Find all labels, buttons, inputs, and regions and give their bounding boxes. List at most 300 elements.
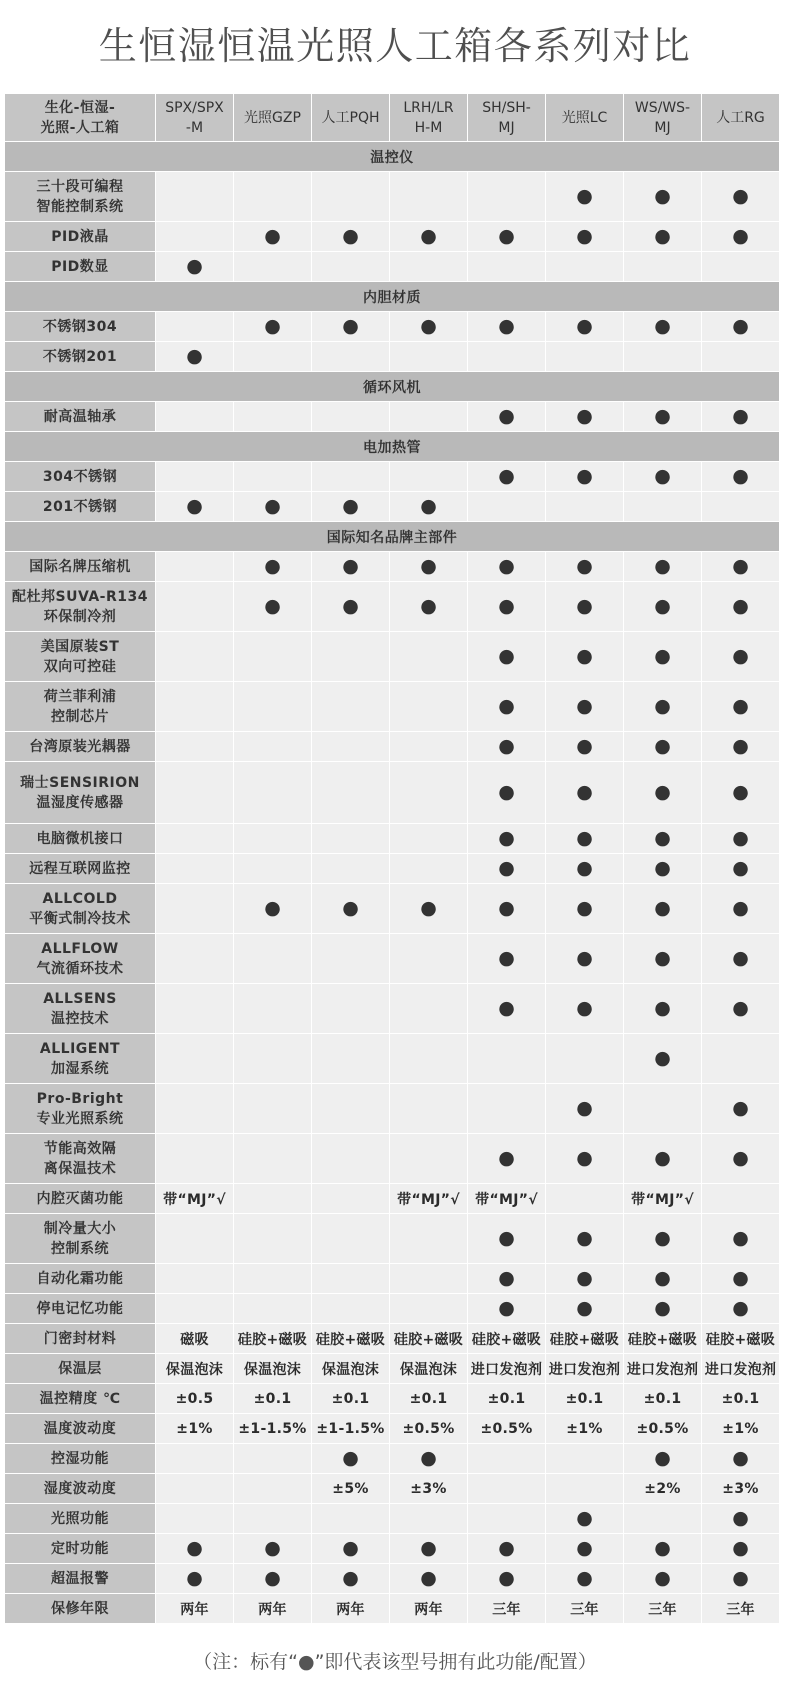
empty-cell xyxy=(390,762,468,824)
empty-cell xyxy=(468,1034,546,1084)
feature-dot: ● xyxy=(624,312,702,342)
row-label: 保温层 xyxy=(5,1354,156,1384)
table-cell: ±0.1 xyxy=(312,1384,390,1414)
feature-dot: ● xyxy=(546,632,624,682)
row-label: 配杜邦SUVA-R134 环保制冷剂 xyxy=(5,582,156,632)
empty-cell xyxy=(546,1034,624,1084)
empty-cell xyxy=(312,462,390,492)
feature-dot: ● xyxy=(468,854,546,884)
empty-cell xyxy=(156,222,234,252)
table-row xyxy=(5,1414,780,1444)
empty-cell xyxy=(312,1034,390,1084)
feature-dot: ● xyxy=(546,884,624,934)
table-row xyxy=(5,934,780,984)
empty-cell xyxy=(234,1444,312,1474)
table-row xyxy=(5,1214,780,1264)
feature-dot: ● xyxy=(468,884,546,934)
table-row xyxy=(5,582,780,632)
column-header-gzp: 光照GZP xyxy=(234,94,312,142)
feature-dot: ● xyxy=(546,222,624,252)
feature-dot: ● xyxy=(468,402,546,432)
empty-cell xyxy=(156,824,234,854)
table-row xyxy=(5,1034,780,1084)
feature-dot: ● xyxy=(546,1134,624,1184)
empty-cell xyxy=(312,402,390,432)
feature-dot: ● xyxy=(390,222,468,252)
table-row xyxy=(5,1594,780,1624)
empty-cell xyxy=(156,1474,234,1504)
feature-dot: ● xyxy=(234,884,312,934)
table-row xyxy=(5,342,780,372)
table-cell: 硅胶+磁吸 xyxy=(312,1324,390,1354)
feature-dot: ● xyxy=(546,984,624,1034)
row-label: 瑞士SENSIRION 温湿度传感器 xyxy=(5,762,156,824)
empty-cell xyxy=(234,1504,312,1534)
empty-cell xyxy=(390,1084,468,1134)
table-row xyxy=(5,884,780,934)
empty-cell xyxy=(312,1504,390,1534)
table-row xyxy=(5,682,780,732)
empty-cell xyxy=(390,632,468,682)
feature-dot: ● xyxy=(624,1134,702,1184)
feature-dot: ● xyxy=(702,462,780,492)
empty-cell xyxy=(390,252,468,282)
empty-cell xyxy=(234,462,312,492)
table-cell: 硅胶+磁吸 xyxy=(624,1324,702,1354)
feature-dot: ● xyxy=(702,402,780,432)
table-row xyxy=(5,1474,780,1504)
feature-dot: ● xyxy=(702,172,780,222)
empty-cell xyxy=(156,1504,234,1534)
feature-dot: ● xyxy=(390,552,468,582)
section-header: 循环风机 xyxy=(5,372,780,402)
empty-cell xyxy=(156,1214,234,1264)
feature-dot: ● xyxy=(702,1084,780,1134)
column-header-sh: SH/SH- MJ xyxy=(468,94,546,142)
empty-cell xyxy=(234,632,312,682)
feature-dot: ● xyxy=(468,222,546,252)
feature-dot: ● xyxy=(624,732,702,762)
empty-cell xyxy=(234,252,312,282)
empty-cell xyxy=(312,1084,390,1134)
table-cell: 进口发泡剂 xyxy=(702,1354,780,1384)
table-cell: ±0.1 xyxy=(624,1384,702,1414)
feature-dot: ● xyxy=(546,552,624,582)
empty-cell xyxy=(156,682,234,732)
row-label: ALLFLOW 气流循环技术 xyxy=(5,934,156,984)
empty-cell xyxy=(312,1134,390,1184)
empty-cell xyxy=(234,402,312,432)
table-row xyxy=(5,762,780,824)
table-cell: 三年 xyxy=(624,1594,702,1624)
empty-cell xyxy=(468,252,546,282)
feature-dot: ● xyxy=(312,1534,390,1564)
feature-dot: ● xyxy=(468,632,546,682)
row-label: 超温报警 xyxy=(5,1564,156,1594)
table-row xyxy=(5,1084,780,1134)
table-row xyxy=(5,1534,780,1564)
table-cell: 两年 xyxy=(390,1594,468,1624)
table-cell: 带“MJ”√ xyxy=(624,1184,702,1214)
feature-dot: ● xyxy=(234,1564,312,1594)
feature-dot: ● xyxy=(702,884,780,934)
empty-cell xyxy=(390,172,468,222)
empty-cell xyxy=(624,342,702,372)
empty-cell xyxy=(312,854,390,884)
row-label: 电脑微机接口 xyxy=(5,824,156,854)
empty-cell xyxy=(156,854,234,884)
column-header-lrh: LRH/LR H-M xyxy=(390,94,468,142)
feature-dot: ● xyxy=(702,632,780,682)
table-cell: 两年 xyxy=(312,1594,390,1624)
empty-cell xyxy=(546,252,624,282)
row-label: 自动化霜功能 xyxy=(5,1264,156,1294)
table-row xyxy=(5,984,780,1034)
row-label: ALLIGENT 加湿系统 xyxy=(5,1034,156,1084)
feature-dot: ● xyxy=(468,1534,546,1564)
row-label: Pro-Bright 专业光照系统 xyxy=(5,1084,156,1134)
row-label: 台湾原装光耦器 xyxy=(5,732,156,762)
feature-dot: ● xyxy=(468,934,546,984)
empty-cell xyxy=(234,342,312,372)
feature-dot: ● xyxy=(702,1264,780,1294)
table-row xyxy=(5,312,780,342)
empty-cell xyxy=(390,824,468,854)
feature-dot: ● xyxy=(468,582,546,632)
empty-cell xyxy=(312,1184,390,1214)
feature-dot: ● xyxy=(234,312,312,342)
feature-dot: ● xyxy=(156,1564,234,1594)
empty-cell xyxy=(390,462,468,492)
section-header: 国际知名品牌主部件 xyxy=(5,522,780,552)
table-cell: 硅胶+磁吸 xyxy=(546,1324,624,1354)
feature-dot: ● xyxy=(624,854,702,884)
empty-cell xyxy=(468,1504,546,1534)
table-row xyxy=(5,824,780,854)
table-row xyxy=(5,492,780,522)
empty-cell xyxy=(234,1084,312,1134)
feature-dot: ● xyxy=(234,1534,312,1564)
empty-cell xyxy=(156,1134,234,1184)
feature-dot: ● xyxy=(546,1504,624,1534)
empty-cell xyxy=(156,1444,234,1474)
feature-dot: ● xyxy=(390,492,468,522)
table-row xyxy=(5,1324,780,1354)
feature-dot: ● xyxy=(468,762,546,824)
table-cell: 三年 xyxy=(468,1594,546,1624)
row-label: 304不锈钢 xyxy=(5,462,156,492)
empty-cell xyxy=(546,1184,624,1214)
empty-cell xyxy=(234,682,312,732)
empty-cell xyxy=(234,824,312,854)
row-label: ALLCOLD 平衡式制冷技术 xyxy=(5,884,156,934)
feature-dot: ● xyxy=(312,582,390,632)
empty-cell xyxy=(156,1084,234,1134)
feature-dot: ● xyxy=(702,1504,780,1534)
table-cell: ±3% xyxy=(390,1474,468,1504)
empty-cell xyxy=(234,1034,312,1084)
table-row xyxy=(5,252,780,282)
empty-cell xyxy=(312,984,390,1034)
table-row xyxy=(5,1134,780,1184)
table-row xyxy=(5,1444,780,1474)
row-label: 国际名牌压缩机 xyxy=(5,552,156,582)
feature-dot: ● xyxy=(312,222,390,252)
table-cell: ±0.1 xyxy=(702,1384,780,1414)
empty-cell xyxy=(156,312,234,342)
table-row xyxy=(5,1564,780,1594)
feature-dot: ● xyxy=(702,732,780,762)
feature-dot: ● xyxy=(234,582,312,632)
row-label: 远程互联网监控 xyxy=(5,854,156,884)
empty-cell xyxy=(234,1184,312,1214)
table-cell: 两年 xyxy=(234,1594,312,1624)
section-row xyxy=(5,282,780,312)
feature-dot: ● xyxy=(624,1294,702,1324)
feature-dot: ● xyxy=(624,462,702,492)
feature-dot: ● xyxy=(156,252,234,282)
feature-dot: ● xyxy=(624,824,702,854)
section-header: 温控仪 xyxy=(5,142,780,172)
feature-dot: ● xyxy=(624,402,702,432)
feature-dot: ● xyxy=(624,1214,702,1264)
feature-dot: ● xyxy=(390,582,468,632)
empty-cell xyxy=(390,682,468,732)
feature-dot: ● xyxy=(468,1214,546,1264)
table-row xyxy=(5,1264,780,1294)
section-row xyxy=(5,522,780,552)
empty-cell xyxy=(156,402,234,432)
column-header-ws: WS/WS- MJ xyxy=(624,94,702,142)
feature-dot: ● xyxy=(546,1534,624,1564)
table-cell: 硅胶+磁吸 xyxy=(702,1324,780,1354)
feature-dot: ● xyxy=(624,1564,702,1594)
feature-dot: ● xyxy=(702,1214,780,1264)
empty-cell xyxy=(624,492,702,522)
table-row xyxy=(5,854,780,884)
table-cell: 保温泡沫 xyxy=(234,1354,312,1384)
empty-cell xyxy=(390,342,468,372)
feature-dot: ● xyxy=(702,222,780,252)
empty-cell xyxy=(234,1134,312,1184)
feature-dot: ● xyxy=(702,1564,780,1594)
feature-dot: ● xyxy=(702,552,780,582)
section-header: 电加热管 xyxy=(5,432,780,462)
empty-cell xyxy=(702,1184,780,1214)
feature-dot: ● xyxy=(312,492,390,522)
row-label: 内腔灭菌功能 xyxy=(5,1184,156,1214)
row-label: 美国原装ST 双向可控硅 xyxy=(5,632,156,682)
empty-cell xyxy=(234,1214,312,1264)
empty-cell xyxy=(390,1264,468,1294)
empty-cell xyxy=(468,342,546,372)
feature-dot: ● xyxy=(234,492,312,522)
feature-dot: ● xyxy=(468,462,546,492)
row-label: 定时功能 xyxy=(5,1534,156,1564)
section-row xyxy=(5,142,780,172)
empty-cell xyxy=(312,824,390,854)
feature-dot: ● xyxy=(702,934,780,984)
empty-cell xyxy=(702,1034,780,1084)
table-cell: 进口发泡剂 xyxy=(546,1354,624,1384)
column-header-spx: SPX/SPX -M xyxy=(156,94,234,142)
feature-dot: ● xyxy=(468,682,546,732)
empty-cell xyxy=(312,1264,390,1294)
empty-cell xyxy=(156,172,234,222)
empty-cell xyxy=(312,732,390,762)
empty-cell xyxy=(234,172,312,222)
empty-cell xyxy=(702,252,780,282)
header-row xyxy=(5,94,780,142)
row-label: 停电记忆功能 xyxy=(5,1294,156,1324)
empty-cell xyxy=(312,1294,390,1324)
table-cell: 带“MJ”√ xyxy=(156,1184,234,1214)
empty-cell xyxy=(390,1034,468,1084)
empty-cell xyxy=(312,172,390,222)
feature-dot: ● xyxy=(156,492,234,522)
table-cell: ±0.1 xyxy=(468,1384,546,1414)
feature-dot: ● xyxy=(546,682,624,732)
feature-dot: ● xyxy=(546,402,624,432)
feature-dot: ● xyxy=(702,762,780,824)
empty-cell xyxy=(156,1034,234,1084)
table-row xyxy=(5,1504,780,1534)
table-body xyxy=(5,142,780,1624)
row-label: 保修年限 xyxy=(5,1594,156,1624)
feature-dot: ● xyxy=(546,462,624,492)
feature-dot: ● xyxy=(702,1294,780,1324)
column-header-lc: 光照LC xyxy=(546,94,624,142)
feature-dot: ● xyxy=(546,582,624,632)
footnote: （注：标有“●”即代表该型号拥有此功能/配置） xyxy=(193,1651,597,1673)
table-row xyxy=(5,1184,780,1214)
feature-dot: ● xyxy=(546,312,624,342)
empty-cell xyxy=(156,632,234,682)
feature-dot: ● xyxy=(702,854,780,884)
empty-cell xyxy=(312,934,390,984)
feature-dot: ● xyxy=(546,934,624,984)
row-label: 光照功能 xyxy=(5,1504,156,1534)
feature-dot: ● xyxy=(156,1534,234,1564)
table-cell: ±0.5 xyxy=(156,1384,234,1414)
table-cell: ±5% xyxy=(312,1474,390,1504)
table-cell: 保温泡沫 xyxy=(156,1354,234,1384)
feature-dot: ● xyxy=(624,1534,702,1564)
empty-cell xyxy=(702,492,780,522)
empty-cell xyxy=(156,1264,234,1294)
feature-dot: ● xyxy=(624,984,702,1034)
feature-dot: ● xyxy=(546,854,624,884)
row-label: 201不锈钢 xyxy=(5,492,156,522)
row-label: ALLSENS 温控技术 xyxy=(5,984,156,1034)
empty-cell xyxy=(546,492,624,522)
empty-cell xyxy=(156,934,234,984)
feature-dot: ● xyxy=(312,1444,390,1474)
feature-dot: ● xyxy=(468,1264,546,1294)
feature-dot: ● xyxy=(624,682,702,732)
feature-dot: ● xyxy=(390,1534,468,1564)
feature-dot: ● xyxy=(468,1134,546,1184)
empty-cell xyxy=(234,1264,312,1294)
empty-cell xyxy=(234,984,312,1034)
feature-dot: ● xyxy=(468,1564,546,1594)
row-label: 荷兰菲利浦 控制芯片 xyxy=(5,682,156,732)
feature-dot: ● xyxy=(624,632,702,682)
table-cell: 三年 xyxy=(702,1594,780,1624)
feature-dot: ● xyxy=(702,682,780,732)
empty-cell xyxy=(390,854,468,884)
empty-cell xyxy=(312,252,390,282)
table-row xyxy=(5,1294,780,1324)
table-cell: ±2% xyxy=(624,1474,702,1504)
empty-cell xyxy=(312,682,390,732)
table-cell: 硅胶+磁吸 xyxy=(390,1324,468,1354)
feature-dot: ● xyxy=(624,1034,702,1084)
feature-dot: ● xyxy=(312,312,390,342)
feature-dot: ● xyxy=(234,552,312,582)
table-cell: ±0.1 xyxy=(234,1384,312,1414)
table-row xyxy=(5,1384,780,1414)
empty-cell xyxy=(234,732,312,762)
empty-cell xyxy=(312,342,390,372)
section-row xyxy=(5,372,780,402)
feature-dot: ● xyxy=(624,1264,702,1294)
row-label: 不锈钢201 xyxy=(5,342,156,372)
table-row xyxy=(5,632,780,682)
feature-dot: ● xyxy=(468,984,546,1034)
table-cell: 进口发泡剂 xyxy=(624,1354,702,1384)
row-label: 节能高效隔 离保温技术 xyxy=(5,1134,156,1184)
row-label: 控湿功能 xyxy=(5,1444,156,1474)
table-cell: ±0.1 xyxy=(390,1384,468,1414)
table-cell: ±1% xyxy=(156,1414,234,1444)
feature-dot: ● xyxy=(468,732,546,762)
feature-dot: ● xyxy=(390,312,468,342)
feature-dot: ● xyxy=(312,1564,390,1594)
row-label: 三十段可编程 智能控制系统 xyxy=(5,172,156,222)
table-cell: 硅胶+磁吸 xyxy=(234,1324,312,1354)
table-cell: 两年 xyxy=(156,1594,234,1624)
column-header-pqh: 人工PQH xyxy=(312,94,390,142)
table-cell: 带“MJ”√ xyxy=(390,1184,468,1214)
feature-dot: ● xyxy=(312,884,390,934)
empty-cell xyxy=(546,1444,624,1474)
table-row xyxy=(5,552,780,582)
table-cell: 带“MJ”√ xyxy=(468,1184,546,1214)
feature-dot: ● xyxy=(546,172,624,222)
feature-dot: ● xyxy=(546,1084,624,1134)
empty-cell xyxy=(468,1084,546,1134)
feature-dot: ● xyxy=(702,582,780,632)
feature-dot: ● xyxy=(468,552,546,582)
table-cell: ±1-1.5% xyxy=(312,1414,390,1444)
empty-cell xyxy=(156,582,234,632)
comparison-table xyxy=(5,94,780,1624)
empty-cell xyxy=(702,342,780,372)
empty-cell xyxy=(390,1134,468,1184)
row-label: 温度波动度 xyxy=(5,1414,156,1444)
empty-cell xyxy=(468,1474,546,1504)
section-header: 内胆材质 xyxy=(5,282,780,312)
table-cell: 硅胶+磁吸 xyxy=(468,1324,546,1354)
feature-dot: ● xyxy=(390,1564,468,1594)
table-cell: ±0.5% xyxy=(468,1414,546,1444)
empty-cell xyxy=(312,1214,390,1264)
empty-cell xyxy=(234,762,312,824)
table-cell: 保温泡沫 xyxy=(312,1354,390,1384)
table-cell: ±1% xyxy=(546,1414,624,1444)
row-label: 湿度波动度 xyxy=(5,1474,156,1504)
